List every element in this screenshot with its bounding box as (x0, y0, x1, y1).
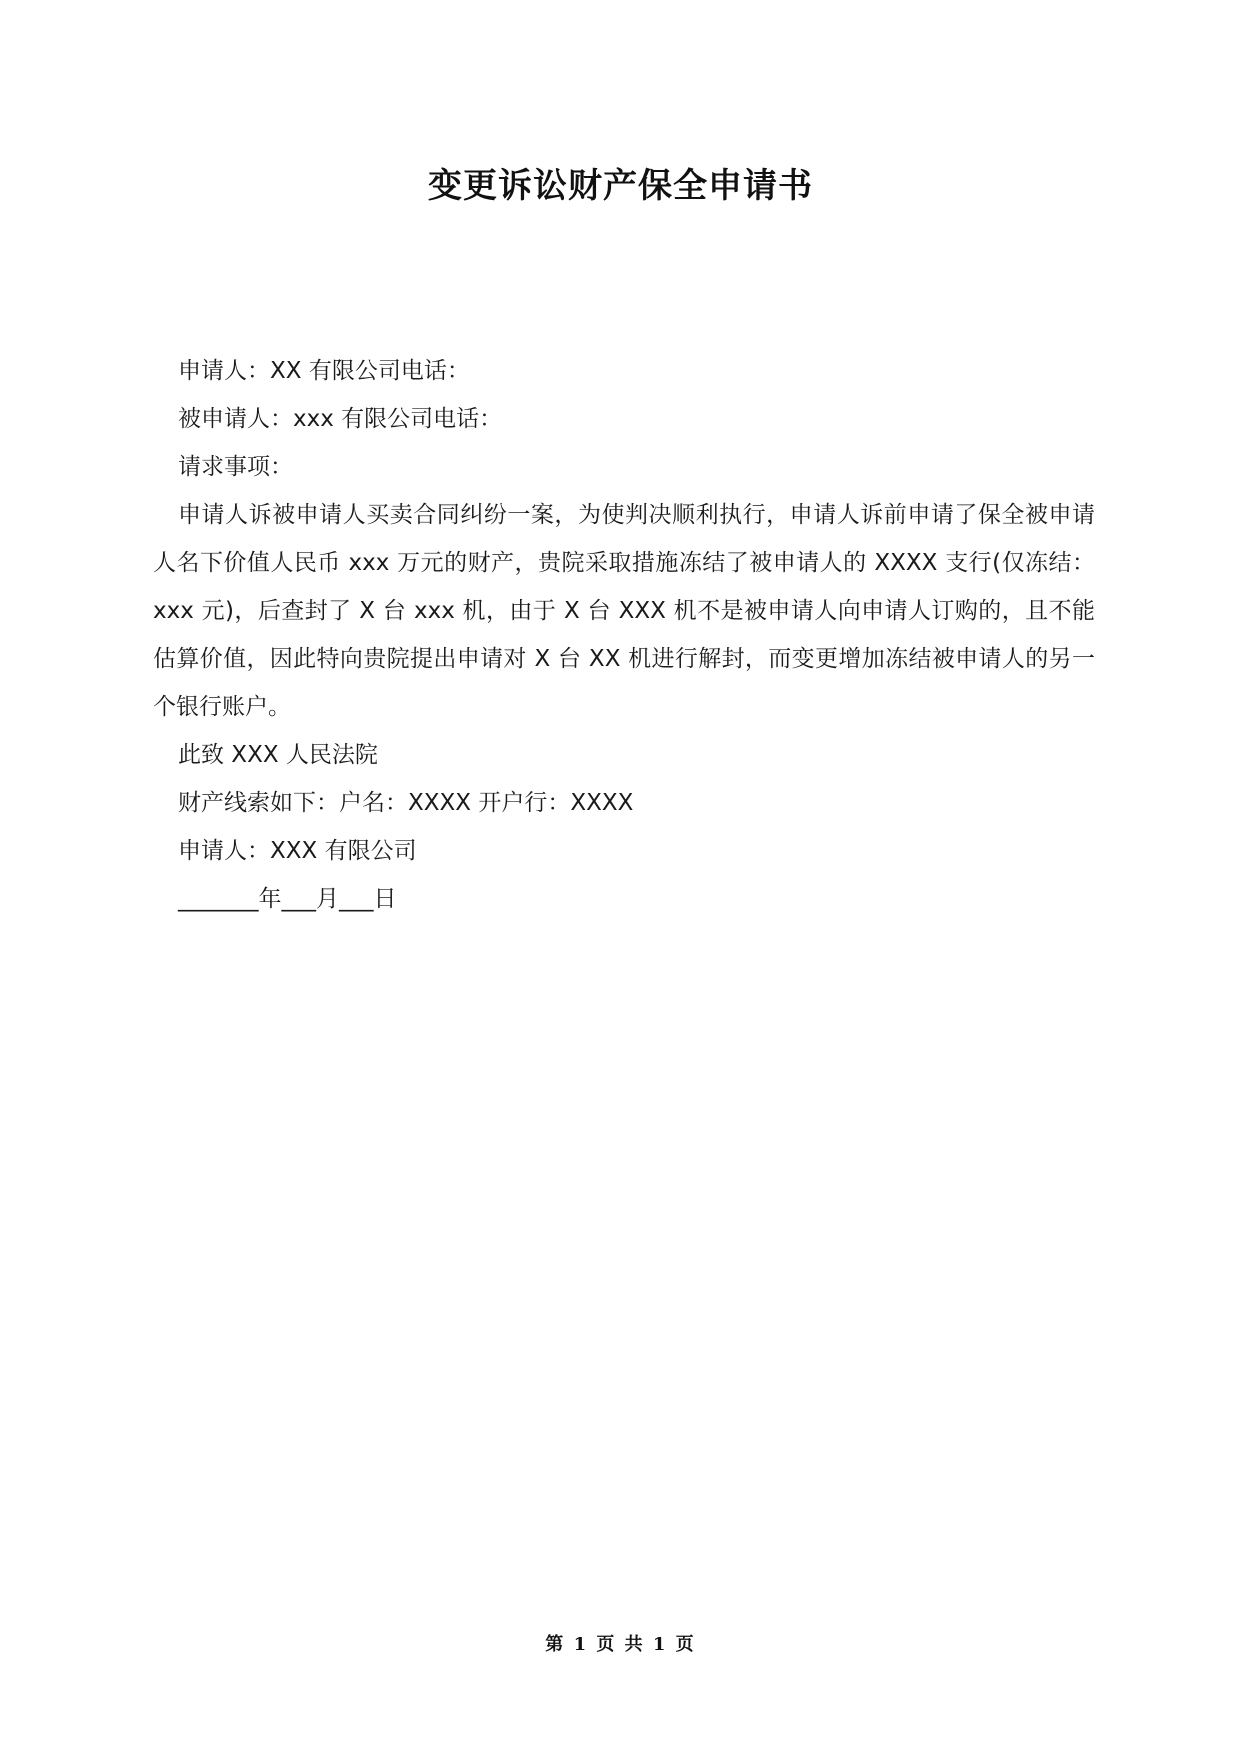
document-title: 变更诉讼财产保全申请书 (428, 166, 813, 206)
respondent-line: 被申请人：xxx 有限公司电话： (178, 406, 503, 432)
document-body (153, 347, 1095, 923)
applicant-line: 申请人：XX 有限公司电话： (178, 358, 470, 384)
date-line: _______年___月___日 (178, 886, 397, 912)
addressee-line: 此致 XXX 人民法院 (178, 742, 378, 768)
body-paragraph: 申请人诉被申请人买卖合同纠纷一案，为使判决顺利执行，申请人诉前申请了保全被申请人名下价值人民币 xxx 万元的财产，贵院采取措施冻结了被申请人的 XXXX 支行(仅冻结：xxx 元)，后查封了 X 台 xxx 机，由于 X 台 XXX 机不是被申请人向申请人订购的，且不能估算价值，因此特向贵院提出申请对 X 台 XX 机进行解封，而变更增加冻结被申请人的另一个银行账户。 (153, 502, 1095, 720)
property-clue-line: 财产线索如下：户名：XXXX 开户行：XXXX (178, 790, 634, 816)
signature-applicant-line: 申请人：XXX 有限公司 (178, 838, 417, 864)
page-number-footer: 第 1 页 共 1 页 (545, 1634, 696, 1655)
request-items-heading: 请求事项： (178, 454, 293, 480)
